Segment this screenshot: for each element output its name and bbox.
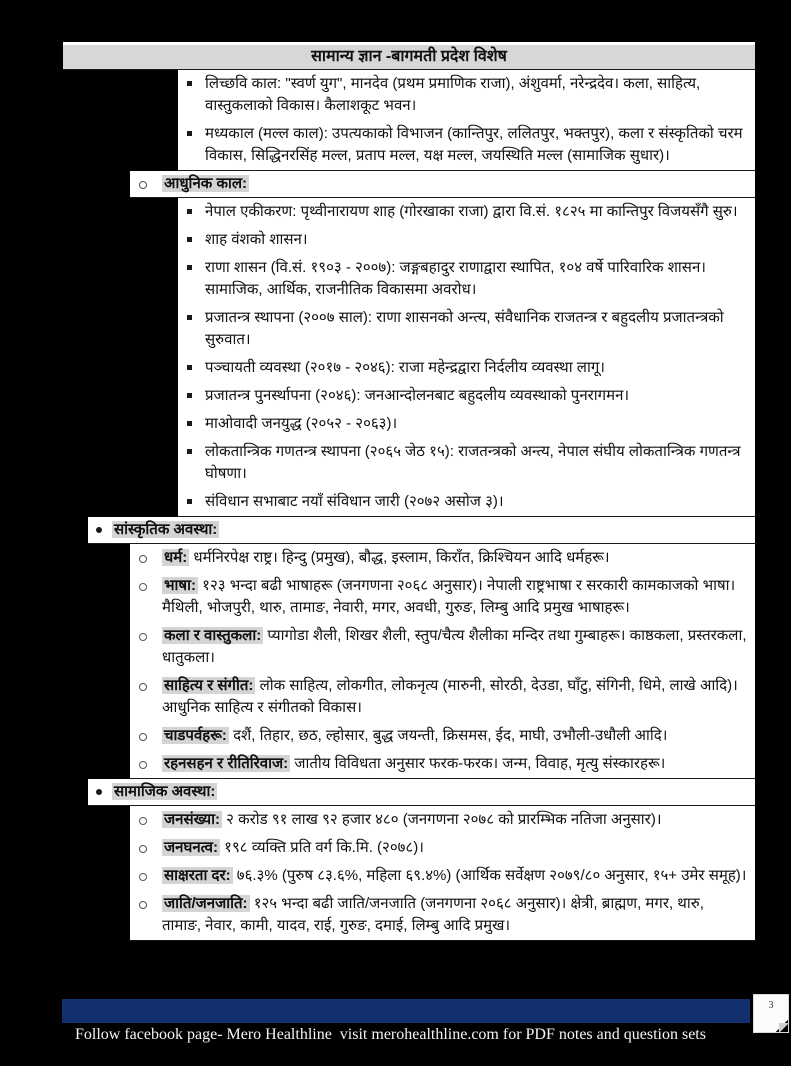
term-text: १२३ भन्दा बढी भाषाहरू (जनगणना २०६८ अनुसार)। नेपाली राष्ट्रभाषा र सरकारी कामकाजको भाषा। मैथिली, भोजपुरी, थारु, तामाङ, नेवारी, मगर, अवधी, गुरुङ, लिम्बु आदि प्रमुख भाषाहरू। [162,577,736,616]
list-item-text: लोकतान्त्रिक गणतन्त्र स्थापना (२०६५ जेठ १५): राजतन्त्रको अन्त्य, नेपाल संघीय लोकतान्त्रिक गणतन्त्र घोषणा। [205,443,741,482]
circle-bullet-icon [139,761,147,769]
square-bullet-icon [187,265,192,270]
list-item [178,382,755,410]
square-bullet-icon [187,365,192,370]
term-label: जाति/जनजाति: [164,895,248,912]
list-item [178,488,755,516]
list-item-text: प्रजातन्त्र स्थापना (२००७ साल): राणा शासनको अन्त्य, संवैधानिक राजतन्त्र र बहुदलीय प्रजातन्त्रको सुरुवात। [205,309,724,348]
list-item [178,354,755,382]
list-item [130,672,755,722]
section-header-cultural-status [88,517,755,544]
list-item-text: राणा शासन (वि.सं. १९०३ - २००७): जङ्गबहादुर राणाद्वारा स्थापित, १०४ वर्षे पारिवारिक शासन। सामाजिक, आर्थिक, राजनीतिक विकासमा अवरोध। [205,259,706,298]
square-bullet-icon [187,209,192,214]
square-bullet-icon [187,449,192,454]
section-header-row [88,779,755,805]
page-title-bar [63,42,755,70]
list-item [130,572,755,622]
modern-era-bullet-block [178,198,755,517]
list-item-text: प्रजातन्त्र पुनर्स्थापना (२०४६): जनआन्दोलनबाट बहुदलीय व्यवस्थाको पुनरागमन। [205,387,630,404]
list-item [178,120,755,170]
document-page [0,42,791,1066]
term-label: कला र वास्तुकला: [164,627,262,644]
list-item [130,722,755,750]
circle-bullet-icon [139,555,147,563]
term-label: भाषा: [164,577,196,594]
circle-bullet-icon [139,845,147,853]
square-bullet-icon [187,421,192,426]
dot-bullet-icon [96,527,102,533]
term-label: जनसंख्या: [164,811,220,828]
term-label: साहित्य र संगीत: [164,677,254,694]
list-item [178,226,755,254]
circle-bullet-icon [139,181,147,189]
circle-bullet-icon [139,733,147,741]
term-text: ७६.३% (पुरुष ८३.६%, महिला ६९.४%) (आर्थिक सर्वेक्षण २०७९/८० अनुसार, १५+ उमेर समूह)। [236,867,747,884]
list-item [178,304,755,354]
term-text: दशैं, तिहार, छठ, ल्होसार, बुद्ध जयन्ती, क्रिसमस, ईद, माघी, उभौली-उधौली आदि। [233,727,668,744]
term-text: धर्मनिरपेक्ष राष्ट्र। हिन्दु (प्रमुख), बौद्ध, इस्लाम, किराँत, क्रिश्चियन आदि धर्महरू। [193,549,610,566]
term-label: साक्षरता दर: [164,867,231,884]
page-title: सामान्य ज्ञान -बागमती प्रदेश विशेष [311,48,507,65]
square-bullet-icon [187,499,192,504]
page-number-tab [753,994,789,1033]
term-text: २ करोड ९१ लाख ९२ हजार ४८० (जनगणना २०७८ को प्रारम्भिक नतिजा अनुसार)। [226,811,662,828]
list-item [178,254,755,304]
list-item-text: नेपाल एकीकरण: पृथ्वीनारायण शाह (गोरखाका राजा) द्वारा वि.सं. १८२५ मा कान्तिपुर विजयसँगै सुरु। [205,203,738,220]
circle-bullet-icon [139,683,147,691]
list-item [178,438,755,488]
square-bullet-icon [187,393,192,398]
square-bullet-icon [187,81,192,86]
page-number: 3 [768,1000,774,1011]
term-text: १९८ व्यक्ति प्रति वर्ग कि.मि. (२०७८)। [224,839,424,856]
list-item [130,890,755,940]
square-bullet-icon [187,237,192,242]
list-item-text: मध्यकाल (मल्ल काल): उपत्यकाको विभाजन (कान्तिपुर, ललितपुर, भक्तपुर), कला र संस्कृतिको चरम विकास, सिद्धिनरसिंह मल्ल, प्रताप मल्ल, यक्ष मल्ल, जयस्थिति मल्ल (सामाजिक सुधार)। [205,125,743,164]
footer-bar [62,999,750,1043]
list-item [130,622,755,672]
section-header-row [88,517,755,543]
circle-bullet-icon [139,583,147,591]
list-item-text: माओवादी जनयुद्ध (२०५२ - २०६३)। [205,415,398,432]
footer-text: Follow facebook page- Mero Healthline visit merohealthline.com for PDF notes and question sets [75,1026,706,1043]
circle-bullet-icon [139,633,147,641]
section-header-modern-era [130,171,755,198]
list-item-text: संविधान सभाबाट नयाँ संविधान जारी (२०७२ असोज ३)। [205,493,504,510]
circle-bullet-icon [139,901,147,909]
section-header-label: सामाजिक अवस्था: [114,783,216,800]
history-bullet-block [178,70,755,171]
list-item [130,544,755,572]
circle-bullet-icon [139,873,147,881]
term-label: जनघनत्व: [164,839,218,856]
social-bullet-block [130,806,755,941]
circle-bullet-icon [139,817,147,825]
term-text: १२५ भन्दा बढी जाति/जनजाति (जनगणना २०६८ अनुसार)। क्षेत्री, ब्राह्मण, मगर, थारु, तामाङ, नेवार, कामी, यादव, राई, गुरुङ, दमाई, लिम्बु आदि प्रमुख। [162,895,704,934]
section-header-social-status [88,779,755,806]
term-label: चाडपर्वहरू: [164,727,227,744]
list-item [130,862,755,890]
square-bullet-icon [187,131,192,136]
list-item [178,410,755,438]
cultural-bullet-block [130,544,755,779]
list-item [130,750,755,778]
list-item [130,806,755,834]
term-label: धर्म: [164,549,188,566]
section-header-label: आधुनिक काल: [164,175,248,192]
dot-bullet-icon [96,789,102,795]
square-bullet-icon [187,315,192,320]
term-text: जातीय विविधता अनुसार फरक-फरक। जन्म, विवाह, मृत्यु संस्कारहरू। [294,755,666,772]
list-item-text: पञ्चायती व्यवस्था (२०१७ - २०४६): राजा महेन्द्रद्वारा निर्दलीय व्यवस्था लागू। [205,359,605,376]
term-text: प्यागोडा शैली, शिखर शैली, स्तुप/चैत्य शैलीका मन्दिर तथा गुम्बाहरू। काष्ठकला, प्रस्तरकला, धातुकला। [162,627,747,666]
list-item-text: लिच्छवि काल: "स्वर्ण युग", मानदेव (प्रथम प्रमाणिक राजा), अंशुवर्मा, नरेन्द्रदेव। कला, साहित्य, वास्तुकलाको विकास। कैलाशकूट भवन। [205,75,701,114]
list-item [178,198,755,226]
list-item [178,70,755,120]
section-header-row [130,171,755,197]
term-label: रहनसहन र रीतिरिवाज: [164,755,289,772]
section-header-label: सांस्कृतिक अवस्था: [114,521,218,538]
list-item-text: शाह वंशको शासन। [205,231,308,248]
term-text: लोक साहित्य, लोकगीत, लोकनृत्य (मारुनी, सोरठी, देउडा, घाँटु, संगिनी, धिमे, लाखे आदि)। आधुनिक साहित्य र संगीतको विकास। [162,677,738,716]
list-item [130,834,755,862]
